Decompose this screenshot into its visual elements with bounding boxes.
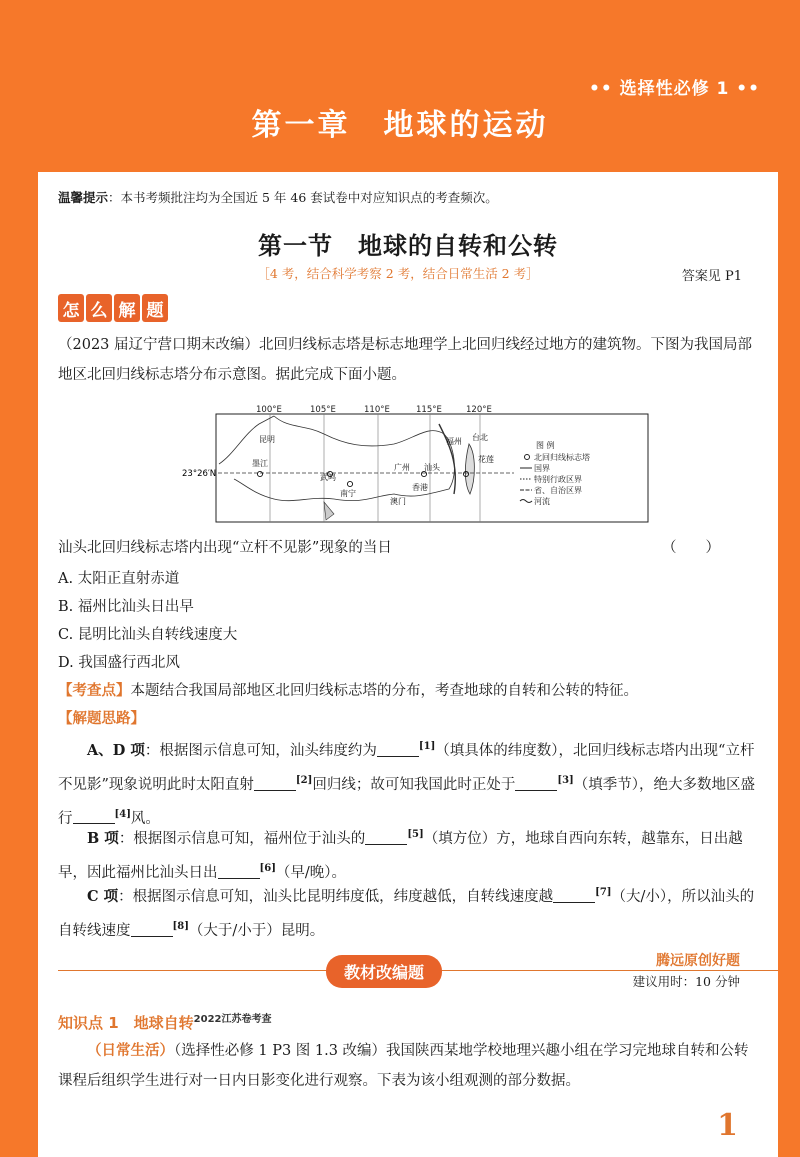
top-tag: •• 选择性必修 1 •• (588, 79, 760, 99)
kp-title: 知识点 1 地球自转 (58, 1014, 194, 1032)
legend-title: 图 例 (536, 441, 555, 450)
blank-7[interactable] (553, 887, 595, 903)
answer-ref: 答案见 P1 (681, 269, 742, 284)
tip-text: ：本书考频批注均为全国近 5 年 46 套试卷中对应知识点的考查频次。 (108, 190, 498, 205)
page-paper (38, 172, 778, 1157)
c-label: C 项 (87, 887, 119, 905)
daily-label: （日常生活） (87, 1043, 174, 1059)
option-c: C. 昆明比汕头自转线速度大 (58, 627, 238, 643)
blank-num: [7] (595, 887, 612, 898)
intro-text: （2023 届辽宁营口期末改编）北回归线标志塔是标志地理学上北回归线经过地方的建筑物。下图为我国局部地区北回归线标志塔分布示意图。据此完成下面小题。 (58, 337, 753, 383)
kaochadian-label: 【考查点】 (58, 683, 131, 699)
suggested-time: 建议用时：10 分钟 (632, 974, 740, 989)
lon-label: 110°E (364, 405, 390, 415)
lon-label: 115°E (416, 405, 442, 415)
blank-5[interactable] (365, 829, 407, 845)
blank-3[interactable] (515, 775, 557, 791)
legend-item: 河流 (534, 497, 550, 506)
legend-item: 北回归线标志塔 (534, 453, 590, 462)
section-subtitle: ［4 考，结合科学考察 2 考，结合日常生活 2 考］ (257, 266, 539, 281)
badge-char: 怎 (58, 294, 84, 322)
legend-item: 国界 (534, 464, 550, 473)
answer-paren: （ ） (662, 540, 720, 556)
badge-char: 么 (86, 294, 112, 322)
kaochadian-text: 本题结合我国局部地区北回归线标志塔的分布，考查地球的自转和公转的特征。 (130, 683, 638, 699)
blank-6[interactable] (218, 863, 260, 879)
tip (58, 188, 498, 206)
ad-text: ：根据图示信息可知，汕头纬度约为 (144, 742, 377, 759)
city-label: 广州 (394, 463, 410, 472)
blank-8[interactable] (131, 921, 173, 937)
daily-text (58, 1036, 758, 1096)
city-label: 福州 (446, 437, 462, 446)
lon-label: 100°E (256, 405, 282, 415)
ad-text: （填具体的纬度数），北回归线标志塔内出现“立杆不见影”现象说明此时太阳直射 (58, 742, 755, 793)
city-label: 墨江 (252, 459, 268, 468)
kaochadian (58, 679, 638, 700)
lat-label: 23°26′N (182, 469, 217, 479)
legend-item: 省、自治区界 (534, 486, 582, 495)
c-text: （大/小），所以汕头的自转线速度 (58, 888, 755, 939)
silu-label: 【解题思路】 (58, 711, 145, 727)
blank-2[interactable] (254, 775, 296, 791)
city-label: 香港 (412, 483, 428, 492)
kp-note: 2022江苏卷考查 (193, 1014, 272, 1025)
legend-item: 特别行政区界 (534, 475, 582, 484)
b-text: ：根据图示信息可知，福州位于汕头的 (118, 830, 366, 847)
b-text: （填方位）方，地球自西向东转，越靠东，日出越早，因此福州比汕头日出 (58, 830, 743, 881)
badge-char: 题 (142, 294, 168, 322)
option-d: D. 我国盛行西北风 (58, 655, 180, 671)
method-badge (58, 294, 168, 322)
analysis-ad (58, 732, 758, 833)
ad-text: （填季节），绝大多数地区盛行 (58, 776, 756, 827)
b-label: B 项 (87, 829, 119, 847)
lon-label: 120°E (466, 405, 492, 415)
blank-num: [4] (114, 808, 131, 820)
page-number: 1 (717, 1108, 738, 1143)
section-title: 第一节 地球的自转和公转 (258, 232, 558, 260)
chapter-title: 第一章 地球的运动 (251, 108, 549, 143)
city-label: 汕头 (424, 463, 440, 472)
blank-num: [2] (295, 774, 313, 786)
brand-label: 腾远原创好题 (656, 953, 740, 969)
tropic-map (182, 404, 650, 524)
ad-label: A、D 项 (87, 741, 145, 759)
option-b: B. 福州比汕头日出早 (58, 599, 194, 615)
blank-1[interactable] (377, 741, 419, 757)
daily-body: （选择性必修 1 P3 图 1.3 改编）我国陕西某地学校地理兴趣小组在学习完地球自转和公转课程后组织学生进行对一日内日影变化进行观察。下表为该小组观测的部分数据。 (58, 1043, 749, 1089)
ad-text: 风。 (130, 810, 160, 827)
lon-label: 105°E (310, 405, 336, 415)
blank-num: [3] (557, 774, 574, 786)
badge-char: 解 (114, 294, 140, 322)
option-a: A. 太阳正直射赤道 (58, 571, 180, 587)
divider-pill: 教材改编题 (326, 955, 442, 988)
city-label: 南宁 (340, 489, 356, 498)
question-stem: 汕头北回归线标志塔内出现“立杆不见影”现象的当日 (58, 540, 392, 556)
blank-num: [1] (418, 741, 436, 752)
blank-num: [8] (172, 920, 189, 932)
city-label: 昆明 (259, 435, 275, 444)
blank-num: [5] (407, 829, 424, 840)
analysis-c (58, 878, 758, 946)
c-text: （大于/小于）昆明。 (188, 922, 325, 939)
tip-label: 温馨提示 (58, 190, 109, 205)
city-label: 台北 (472, 433, 488, 442)
c-text: ：根据图示信息可知，汕头比昆明纬度低，纬度越低，自转线速度越 (118, 888, 554, 905)
ad-text: 回归线；故可知我国此时正处于 (312, 776, 516, 793)
city-label: 武鸣 (320, 473, 336, 482)
knowledge-point (58, 1010, 272, 1033)
city-label: 澳门 (390, 497, 406, 506)
blank-num: [6] (259, 862, 276, 874)
b-text: （早/晚）。 (275, 864, 347, 881)
city-label: 花莲 (478, 455, 494, 464)
